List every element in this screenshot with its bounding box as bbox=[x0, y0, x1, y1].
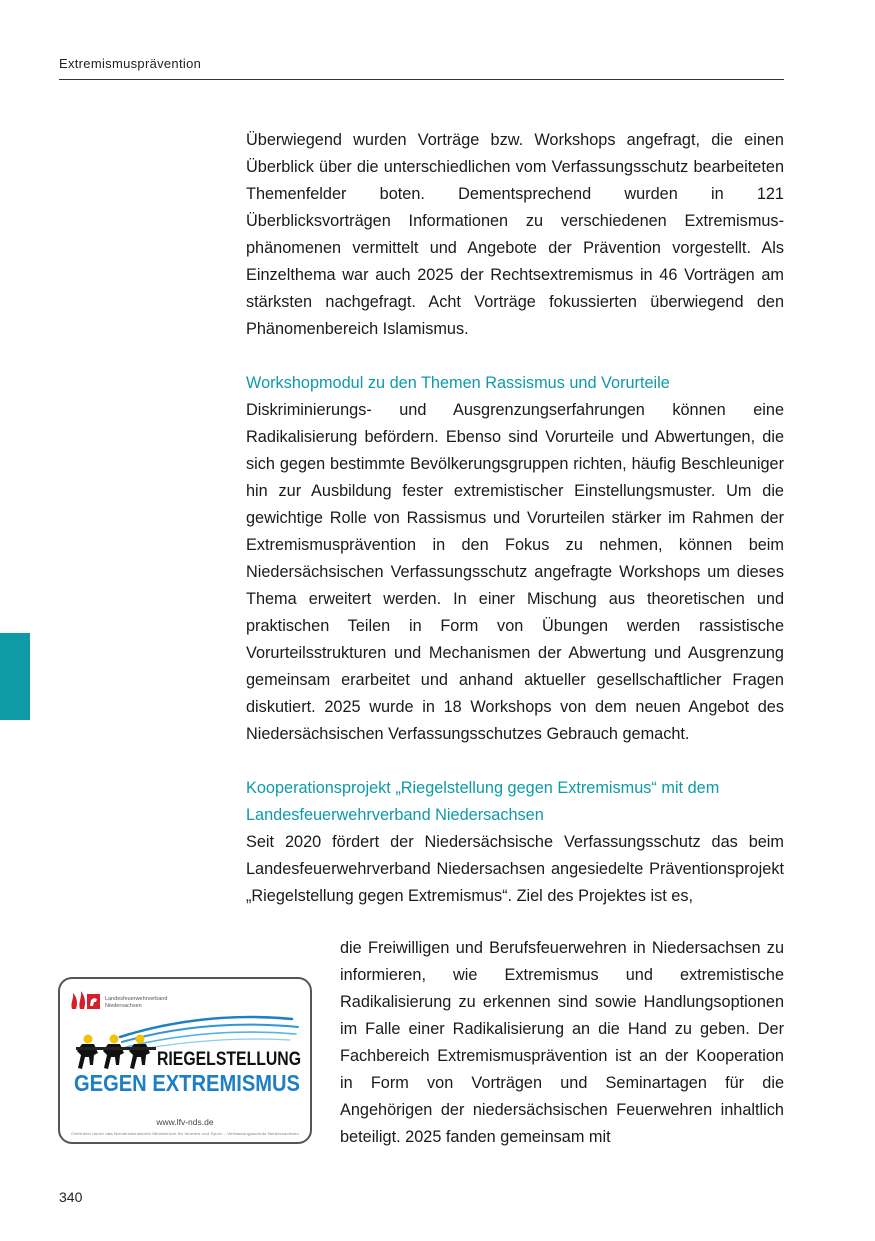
riegelstellung-logo-graphic bbox=[60, 979, 310, 1142]
flame-icon bbox=[71, 991, 85, 1009]
section-heading-cooperation bbox=[246, 775, 784, 829]
main-content bbox=[246, 127, 784, 910]
horse-emblem-icon bbox=[87, 994, 100, 1009]
logo-org-line1: Landesfeuerwehrverband bbox=[105, 996, 168, 1002]
paragraph-overview-talks: Überwiegend wurden Vorträge bzw. Workshops angefragt, die einen Überblick über die unterschiedlichen vom Verfassungsschutz bearbeiteten Themenfelder boten. Dementsprechend wurden in 121 Überblicksvorträgen Informationen zu verschiedenen Extremismusphänomenen vermittelt und Angebote der Prävention vorgestellt. Als Einzelthema war auch 2025 der Rechtsextremismus in 46 Vorträgen am stärksten nachgefragt. Acht Vorträge fokussierten überwiegend den Phänomenbereich Islamismus. bbox=[246, 131, 784, 338]
page-number: 340 bbox=[59, 1189, 83, 1205]
logo-org-line2: Niedersachsen bbox=[105, 1003, 142, 1009]
riegelstellung-logo bbox=[58, 977, 312, 1144]
paragraph-workshop: Diskriminierungs- und Ausgrenzungserfahrungen können eine Radikalisierung befördern. Ebenso sind Vorurteile und Abwertungen, die sich gegen bestimmte Bevölkerungsgruppen richten, häufig Beschleuniger hin zur Ausbildung fester extremistischer Einstellungsmuster. Um die gewichtige Rolle von Rassismus und Vorurteilen stärker im Rahmen der Extremismusprävention in den Fokus zu nehmen, können beim Niedersächsischen Verfassungsschutz angefragte Workshops um dieses Thema erweitert werden. In einer Mischung aus theoretischen und praktischen Teilen in Form von Übungen werden rassistische Vorurteilsstrukturen und Mechanismen der Abwertung und Ausgrenzung gemeinsam erarbeitet und anhand aktueller gesellschaftlicher Fragen diskutiert. 2025 wurde in 18 Workshops von dem neuen Angebot des Niedersächsischen Verfassungsschutzes Gebrauch gemacht. bbox=[246, 401, 784, 743]
logo-title-line2: GEGEN EXTREMISMUS bbox=[74, 1070, 300, 1096]
section-heading-workshop: Workshopmodul zu den Themen Rassismus und Vorurteile bbox=[246, 374, 670, 392]
chapter-side-tab bbox=[0, 633, 30, 720]
firefighters-icon bbox=[76, 1035, 156, 1070]
logo-title-line1: RIEGELSTELLUNG bbox=[157, 1048, 301, 1070]
logo-url: www.lfv-nds.de bbox=[156, 1117, 214, 1127]
paragraph-cooperation-intro: Seit 2020 fördert der Niedersächsische Verfassungsschutz das beim Landesfeuerwehrverband Niedersachsen angesiedelte Präventionsprojekt „Riegelstellung gegen Extremismus“. Ziel des Projektes ist es, bbox=[246, 833, 784, 905]
header-rule bbox=[59, 79, 784, 80]
running-title: Extremismusprävention bbox=[59, 56, 202, 71]
logo-footnote: Gefördert durch das Niedersächsische Ministerium für Inneres und Sport – Verfassungsschutz Niedersachsen bbox=[71, 1132, 299, 1136]
paragraph-cooperation-continued: die Freiwilligen und Berufsfeuerwehren in Niedersachsen zu informieren, wie Extremismus und extremistische Radikalisierung zu erkennen sind sowie Handlungsoptionen im Falle einer Radikalisierung an die Hand zu geben. Der Fachbereich Extremismusprävention ist an der Kooperation in Form von Vorträgen und Seminartagen für die Angehörigen der niedersächsischen Feuerwehren inhaltlich beteiligt. 2025 fanden gemeinsam mit bbox=[340, 939, 784, 1146]
section-heading-cooperation-line2: Landesfeuerwehrverband Niedersachsen bbox=[246, 806, 544, 824]
section-heading-cooperation-line1: Kooperationsprojekt „Riegelstellung gegen Extremismus“ mit dem bbox=[246, 779, 720, 797]
